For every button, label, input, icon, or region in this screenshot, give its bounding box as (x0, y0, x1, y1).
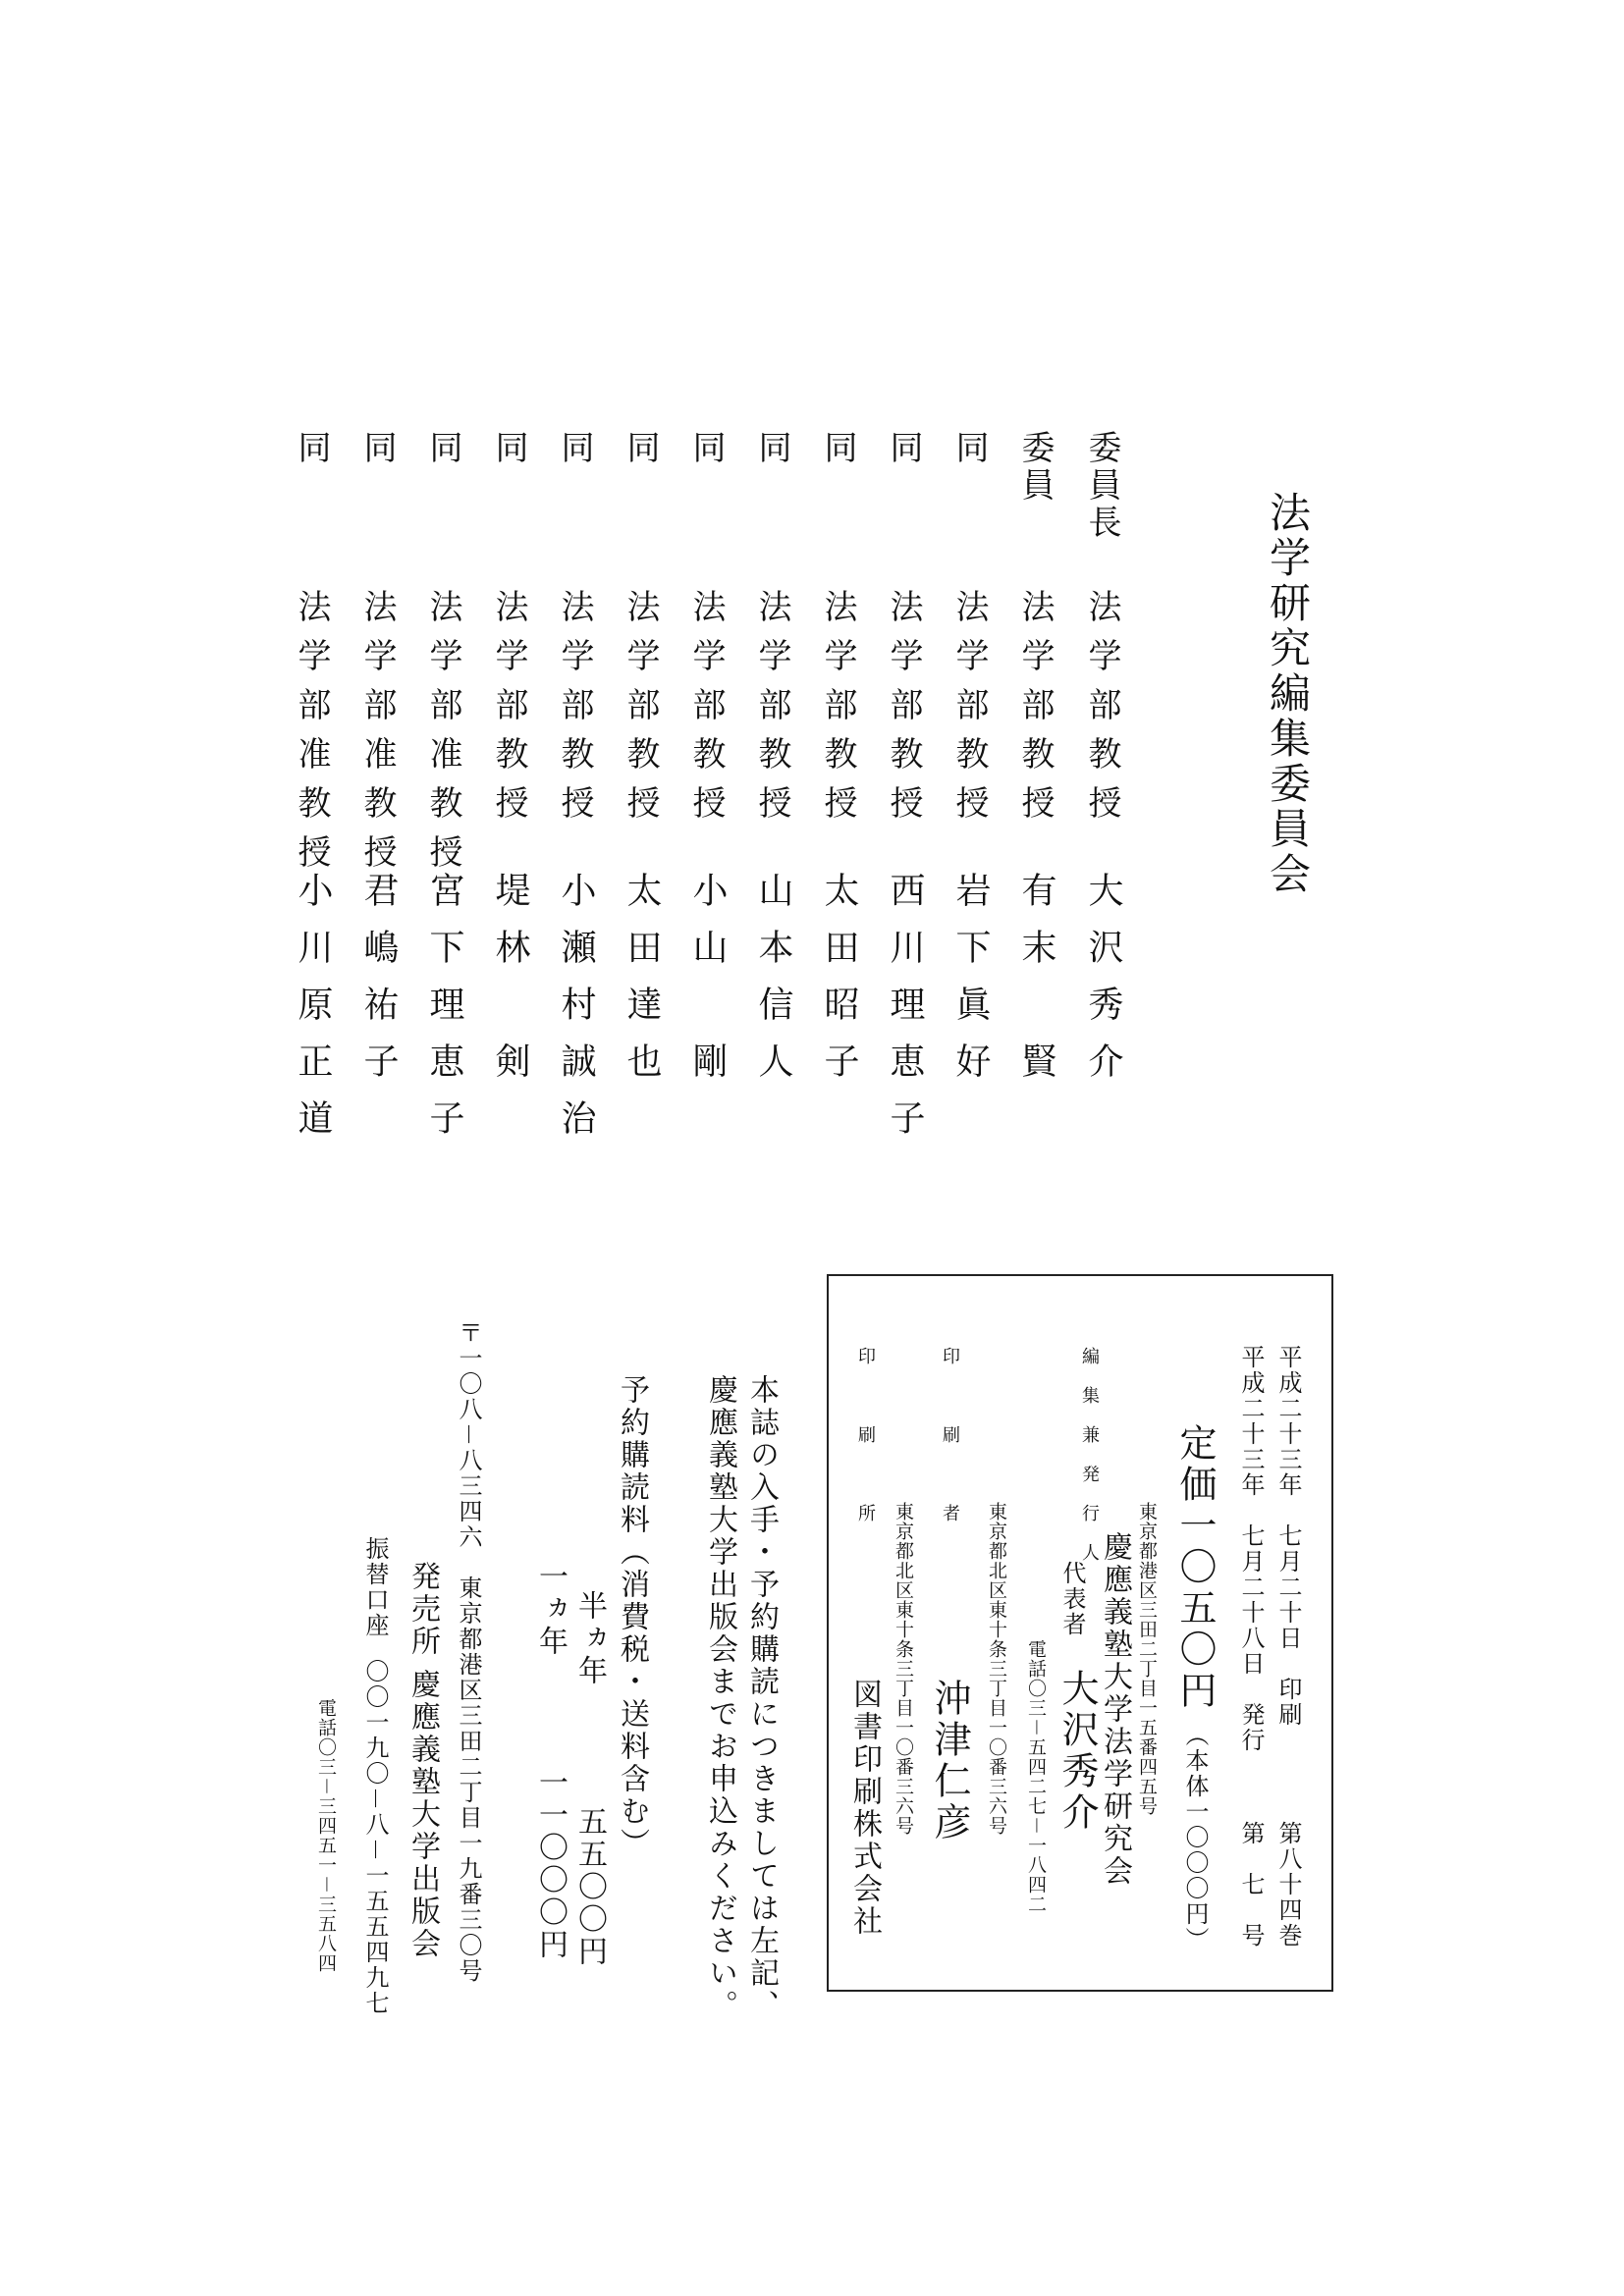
fee-heading: 予約購読料（消費税・送料含む） (615, 1374, 649, 1860)
member-role: 同 (423, 430, 462, 467)
one-year-label: 一ヵ年 (533, 1561, 568, 1658)
member-role: 同 (818, 430, 857, 467)
member-affiliation: 法学部教授 (884, 589, 923, 834)
distributor-address: 〒一〇八－八三四六 東京都港区三田二丁目一九番三〇号 (455, 1320, 482, 1984)
member-affiliation: 法学部教授 (949, 589, 989, 834)
seller-name: 慶應義塾大学出版会 (406, 1669, 440, 1960)
publisher-address: 東京都港区三田二丁目一五番四五号 (1136, 1502, 1158, 1816)
notice-line-1: 本誌の入手・予約購読につきましては左記、 (744, 1374, 779, 2022)
printer-company-address: 東京都北区東十条三丁目一〇番三六号 (893, 1502, 914, 1836)
member-name: 有末 賢 (1016, 872, 1056, 1099)
representative-label: 代表者 (1058, 1561, 1086, 1637)
member-affiliation: 法学部教授 (489, 589, 528, 834)
member-role: 同 (489, 430, 528, 467)
member-role: 同 (357, 430, 397, 467)
issue-number: 第 七 号 (1237, 1821, 1265, 1949)
one-year-price: 一一〇〇〇円 (533, 1767, 568, 1961)
member-role: 委員長 (1082, 430, 1121, 542)
member-affiliation: 法学部教授 (818, 589, 857, 834)
printer-person-name: 沖津仁彦 (928, 1679, 971, 1843)
member-affiliation: 法学部教授 (1082, 589, 1121, 834)
distributor-tel: 電話〇三－三四五一－三五八四 (315, 1698, 337, 1974)
account-number: 〇〇一九〇－八－一五五四九七 (361, 1659, 389, 2016)
member-name: 大沢秀介 (1083, 872, 1123, 1099)
half-year-label: 半ヵ年 (572, 1590, 607, 1687)
member-name: 宮下理恵子 (424, 872, 464, 1156)
printer-company-name: 図書印刷株式会社 (847, 1679, 882, 1938)
publisher-tel: 電話〇三－五四二七－一八四二 (1025, 1639, 1047, 1915)
member-role: 委員 (1015, 430, 1055, 505)
member-name: 小瀬村誠治 (556, 872, 596, 1156)
member-role: 同 (752, 430, 791, 467)
member-affiliation: 法学部教授 (555, 589, 594, 834)
account-label: 振替口座 (361, 1536, 389, 1638)
notice-line-2: 慶應義塾大学出版会までお申込みください。 (703, 1374, 737, 2022)
member-role: 同 (884, 430, 923, 467)
member-name: 太田達也 (622, 872, 662, 1099)
print-date: 平成二十三年 七月二十日 印刷 (1274, 1345, 1302, 1728)
member-affiliation: 法学部教授 (686, 589, 726, 834)
member-role: 同 (949, 430, 989, 467)
member-name: 西川理恵子 (885, 872, 925, 1156)
member-role: 同 (686, 430, 726, 467)
printer-company-label: 印 刷 所 (855, 1347, 876, 1543)
member-role: 同 (621, 430, 660, 467)
member-role: 同 (555, 430, 594, 467)
member-name: 小山 剛 (687, 872, 728, 1099)
member-name: 堤林 剣 (490, 872, 530, 1099)
member-name: 太田昭子 (819, 872, 859, 1099)
publisher-name: 慶應義塾大学法学研究会 (1098, 1531, 1132, 1888)
volume-number: 第八十四巻 (1274, 1821, 1302, 1949)
member-affiliation: 法学部教授 (1015, 589, 1055, 834)
member-affiliation: 法学部教授 (621, 589, 660, 834)
representative-name: 大沢秀介 (1056, 1669, 1099, 1834)
price-note: （本体一〇〇〇円） (1181, 1723, 1209, 1952)
half-year-price: 五五〇〇円 (572, 1806, 607, 1968)
member-affiliation: 法学部准教授 (292, 589, 331, 883)
printer-person-address: 東京都北区東十条三丁目一〇番三六号 (986, 1502, 1007, 1836)
printer-person-label: 印 刷 者 (940, 1347, 960, 1543)
price: 定価一〇五〇円 (1173, 1423, 1217, 1712)
member-name: 岩下眞好 (950, 872, 991, 1099)
member-name: 君嶋祐子 (358, 872, 399, 1099)
member-affiliation: 法学部教授 (752, 589, 791, 834)
member-name: 小川原正道 (293, 872, 333, 1156)
seller-label: 発売所 (406, 1561, 440, 1658)
editor-label: 編集兼発行人 (1079, 1347, 1100, 1582)
issue-date: 平成二十三年 七月二十八日 発行 (1237, 1345, 1265, 1753)
member-affiliation: 法学部准教授 (423, 589, 462, 883)
member-affiliation: 法学部准教授 (357, 589, 397, 883)
committee-title: 法学研究編集委員会 (1264, 491, 1312, 897)
member-role: 同 (292, 430, 331, 467)
member-name: 山本信人 (753, 872, 793, 1099)
